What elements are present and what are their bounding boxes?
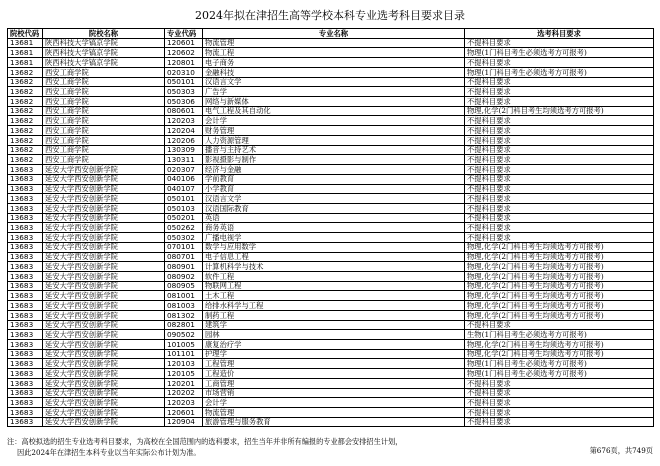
major-code-cell: 050302: [165, 233, 203, 243]
major-name-cell: 工程造价: [203, 369, 465, 379]
page-title: 2024年拟在津招生高等学校本科专业选考科目要求目录: [195, 9, 465, 22]
school-name-cell: 延安大学西安创新学院: [43, 301, 165, 311]
school-code-cell: 13683: [8, 349, 43, 359]
major-code-cell: 082801: [165, 320, 203, 330]
major-code-cell: 120203: [165, 398, 203, 408]
major-name-cell: 电气工程及其自动化: [203, 106, 465, 116]
table-body: [8, 38, 654, 427]
school-name-cell: 西安工商学院: [43, 87, 165, 97]
table-row: [8, 223, 654, 233]
header-school-code: 院校代码: [8, 29, 43, 39]
table-row: [8, 252, 654, 262]
major-name-cell: 市场营销: [203, 388, 465, 398]
school-name-cell: 延安大学西安创新学院: [43, 242, 165, 252]
table-row: [8, 203, 654, 213]
major-name-cell: 广播电视学: [203, 233, 465, 243]
school-name-cell: 延安大学西安创新学院: [43, 184, 165, 194]
table-row: [8, 349, 654, 359]
header-major-name: 专业名称: [203, 29, 465, 39]
school-name-cell: 延安大学西安创新学院: [43, 203, 165, 213]
subject-requirement-cell: 不提科目要求: [465, 398, 654, 408]
school-name-cell: 陕西科技大学镐京学院: [43, 58, 165, 68]
subject-requirement-cell: 物理,化学(2门科目考生均须选考方可报考): [465, 106, 654, 116]
subject-requirement-cell: 不提科目要求: [465, 233, 654, 243]
subject-requirement-cell: 不提科目要求: [465, 58, 654, 68]
school-code-cell: 13681: [8, 48, 43, 58]
major-code-cell: 120206: [165, 135, 203, 145]
major-code-cell: 120904: [165, 417, 203, 427]
major-name-cell: 电子信息工程: [203, 252, 465, 262]
major-code-cell: 050101: [165, 194, 203, 204]
major-code-cell: 050201: [165, 213, 203, 223]
table-row: [8, 340, 654, 350]
school-code-cell: 13682: [8, 126, 43, 136]
major-code-cell: 120602: [165, 48, 203, 58]
major-name-cell: 影视摄影与制作: [203, 155, 465, 165]
school-code-cell: 13683: [8, 359, 43, 369]
school-name-cell: 延安大学西安创新学院: [43, 213, 165, 223]
school-name-cell: 延安大学西安创新学院: [43, 174, 165, 184]
table-row: [8, 48, 654, 58]
school-name-cell: 延安大学西安创新学院: [43, 359, 165, 369]
subject-requirement-cell: 不提科目要求: [465, 203, 654, 213]
school-code-cell: 13682: [8, 97, 43, 107]
table-row: [8, 194, 654, 204]
school-code-cell: 13683: [8, 378, 43, 388]
major-name-cell: 金融科技: [203, 67, 465, 77]
school-code-cell: 13682: [8, 106, 43, 116]
table-row: [8, 417, 654, 427]
subject-requirement-cell: 不提科目要求: [465, 417, 654, 427]
major-name-cell: 物流管理: [203, 38, 465, 48]
school-code-cell: 13683: [8, 184, 43, 194]
school-name-cell: 西安工商学院: [43, 67, 165, 77]
subject-requirement-cell: 不提科目要求: [465, 126, 654, 136]
major-name-cell: 财务管理: [203, 126, 465, 136]
table-row: [8, 301, 654, 311]
school-code-cell: 13681: [8, 58, 43, 68]
major-code-cell: 101005: [165, 340, 203, 350]
major-name-cell: 软件工程: [203, 271, 465, 281]
subject-requirement-cell: 物理,化学(2门科目考生均须选考方可报考): [465, 281, 654, 291]
school-code-cell: 13683: [8, 388, 43, 398]
major-code-cell: 080901: [165, 262, 203, 272]
subject-requirement-cell: 物理,化学(2门科目考生均须选考方可报考): [465, 291, 654, 301]
school-name-cell: 延安大学西安创新学院: [43, 291, 165, 301]
major-code-cell: 020310: [165, 67, 203, 77]
school-code-cell: 13683: [8, 291, 43, 301]
major-name-cell: 土木工程: [203, 291, 465, 301]
school-name-cell: 延安大学西安创新学院: [43, 408, 165, 418]
table-header-row: [8, 29, 654, 39]
major-code-cell: 020307: [165, 165, 203, 175]
subject-requirement-cell: 物理,化学(2门科目考生均须选考方可报考): [465, 262, 654, 272]
table-row: [8, 165, 654, 175]
school-name-cell: 陕西科技大学镐京学院: [43, 48, 165, 58]
table-row: [8, 281, 654, 291]
table-row: [8, 126, 654, 136]
school-name-cell: 西安工商学院: [43, 116, 165, 126]
major-name-cell: 计算机科学与技术: [203, 262, 465, 272]
subject-requirement-cell: 不提科目要求: [465, 87, 654, 97]
major-name-cell: 物联网工程: [203, 281, 465, 291]
subject-requirement-cell: 物理(1门科目考生必须选考方可报考): [465, 67, 654, 77]
major-name-cell: 给排水科学与工程: [203, 301, 465, 311]
major-code-cell: 050306: [165, 97, 203, 107]
school-code-cell: 13683: [8, 340, 43, 350]
school-code-cell: 13683: [8, 174, 43, 184]
school-name-cell: 延安大学西安创新学院: [43, 369, 165, 379]
table-row: [8, 310, 654, 320]
major-name-cell: 护理学: [203, 349, 465, 359]
table-row: [8, 359, 654, 369]
school-name-cell: 延安大学西安创新学院: [43, 320, 165, 330]
table-row: [8, 262, 654, 272]
major-code-cell: 120105: [165, 369, 203, 379]
school-name-cell: 西安工商学院: [43, 135, 165, 145]
major-code-cell: 120103: [165, 359, 203, 369]
school-code-cell: 13683: [8, 262, 43, 272]
school-name-cell: 延安大学西安创新学院: [43, 252, 165, 262]
school-code-cell: 13683: [8, 310, 43, 320]
school-code-cell: 13683: [8, 330, 43, 340]
school-code-cell: 13683: [8, 242, 43, 252]
table-row: [8, 408, 654, 418]
major-name-cell: 小学教育: [203, 184, 465, 194]
school-code-cell: 13683: [8, 252, 43, 262]
school-code-cell: 13682: [8, 135, 43, 145]
subject-requirement-cell: 不提科目要求: [465, 174, 654, 184]
subject-requirement-cell: 物理,化学(2门科目考生均须选考方可报考): [465, 340, 654, 350]
major-name-cell: 工商管理: [203, 378, 465, 388]
school-code-cell: 13683: [8, 369, 43, 379]
subject-requirement-cell: 不提科目要求: [465, 194, 654, 204]
subject-requirement-cell: 物理(1门科目考生必须选考方可报考): [465, 369, 654, 379]
subject-requirement-cell: 物理(1门科目考生必须选考方可报考): [465, 359, 654, 369]
table-row: [8, 106, 654, 116]
subject-requirement-cell: 物理,化学(2门科目考生均须选考方可报考): [465, 252, 654, 262]
subject-requirement-cell: 物理,化学(2门科目考生均须选考方可报考): [465, 301, 654, 311]
table-row: [8, 291, 654, 301]
table-row: [8, 77, 654, 87]
major-code-cell: 040107: [165, 184, 203, 194]
subject-requirement-cell: 物理,化学(2门科目考生均须选考方可报考): [465, 271, 654, 281]
school-code-cell: 13683: [8, 194, 43, 204]
major-name-cell: 会计学: [203, 116, 465, 126]
major-name-cell: 工程管理: [203, 359, 465, 369]
major-code-cell: 120202: [165, 388, 203, 398]
subject-requirement-cell: 不提科目要求: [465, 378, 654, 388]
school-name-cell: 西安工商学院: [43, 126, 165, 136]
school-name-cell: 延安大学西安创新学院: [43, 349, 165, 359]
major-code-cell: 081003: [165, 301, 203, 311]
table-row: [8, 155, 654, 165]
school-code-cell: 13683: [8, 281, 43, 291]
subject-requirement-cell: 不提科目要求: [465, 38, 654, 48]
table-row: [8, 174, 654, 184]
school-name-cell: 延安大学西安创新学院: [43, 262, 165, 272]
table-row: [8, 388, 654, 398]
major-name-cell: 数学与应用数学: [203, 242, 465, 252]
school-code-cell: 13683: [8, 320, 43, 330]
page-number: 第676页，共749页: [589, 446, 653, 455]
school-code-cell: 13682: [8, 87, 43, 97]
school-code-cell: 13683: [8, 165, 43, 175]
school-name-cell: 延安大学西安创新学院: [43, 281, 165, 291]
major-name-cell: 会计学: [203, 398, 465, 408]
major-name-cell: 康复治疗学: [203, 340, 465, 350]
major-name-cell: 建筑学: [203, 320, 465, 330]
major-code-cell: 081001: [165, 291, 203, 301]
table-row: [8, 58, 654, 68]
major-code-cell: 050101: [165, 77, 203, 87]
school-name-cell: 西安工商学院: [43, 77, 165, 87]
table-row: [8, 135, 654, 145]
school-name-cell: 延安大学西安创新学院: [43, 398, 165, 408]
table-row: [8, 233, 654, 243]
table-row: [8, 67, 654, 77]
school-code-cell: 13682: [8, 77, 43, 87]
school-code-cell: 13683: [8, 301, 43, 311]
table-row: [8, 116, 654, 126]
school-name-cell: 西安工商学院: [43, 155, 165, 165]
major-name-cell: 经济与金融: [203, 165, 465, 175]
major-code-cell: 081302: [165, 310, 203, 320]
subject-requirement-cell: 不提科目要求: [465, 184, 654, 194]
school-code-cell: 13683: [8, 398, 43, 408]
subject-requirement-cell: 生物(1门科目考生必须选考方可报考): [465, 330, 654, 340]
major-code-cell: 050303: [165, 87, 203, 97]
major-code-cell: 080905: [165, 281, 203, 291]
header-school-name: 院校名称: [43, 29, 165, 39]
subject-requirement-cell: 不提科目要求: [465, 213, 654, 223]
school-code-cell: 13682: [8, 67, 43, 77]
major-code-cell: 080701: [165, 252, 203, 262]
school-name-cell: 延安大学西安创新学院: [43, 194, 165, 204]
school-name-cell: 西安工商学院: [43, 97, 165, 107]
major-code-cell: 120201: [165, 378, 203, 388]
table-row: [8, 213, 654, 223]
school-name-cell: 延安大学西安创新学院: [43, 388, 165, 398]
school-code-cell: 13682: [8, 116, 43, 126]
major-name-cell: 网络与新媒体: [203, 97, 465, 107]
subject-requirement-cell: 物理(1门科目考生必须选考方可报考): [465, 48, 654, 58]
school-code-cell: 13683: [8, 223, 43, 233]
major-code-cell: 130311: [165, 155, 203, 165]
major-name-cell: 电子商务: [203, 58, 465, 68]
table-row: [8, 369, 654, 379]
school-name-cell: 延安大学西安创新学院: [43, 417, 165, 427]
school-code-cell: 13683: [8, 213, 43, 223]
major-code-cell: 120204: [165, 126, 203, 136]
table-row: [8, 330, 654, 340]
major-code-cell: 080601: [165, 106, 203, 116]
subject-requirement-cell: 不提科目要求: [465, 320, 654, 330]
major-name-cell: 园林: [203, 330, 465, 340]
school-code-cell: 13681: [8, 38, 43, 48]
subject-requirement-cell: 不提科目要求: [465, 165, 654, 175]
major-name-cell: 旅游管理与服务教育: [203, 417, 465, 427]
school-name-cell: 陕西科技大学镐京学院: [43, 38, 165, 48]
major-name-cell: 人力资源管理: [203, 135, 465, 145]
major-name-cell: 物流工程: [203, 48, 465, 58]
school-code-cell: 13682: [8, 155, 43, 165]
table-row: [8, 398, 654, 408]
subject-requirement-cell: 不提科目要求: [465, 223, 654, 233]
table-row: [8, 242, 654, 252]
major-code-cell: 101101: [165, 349, 203, 359]
major-name-cell: 汉语言文学: [203, 77, 465, 87]
school-name-cell: 延安大学西安创新学院: [43, 223, 165, 233]
subject-requirement-cell: 不提科目要求: [465, 77, 654, 87]
school-code-cell: 13683: [8, 417, 43, 427]
subject-requirement-cell: 不提科目要求: [465, 116, 654, 126]
subject-requirement-cell: 不提科目要求: [465, 155, 654, 165]
major-code-cell: 050262: [165, 223, 203, 233]
header-major-code: 专业代码: [165, 29, 203, 39]
school-name-cell: 延安大学西安创新学院: [43, 165, 165, 175]
school-name-cell: 延安大学西安创新学院: [43, 233, 165, 243]
school-name-cell: 延安大学西安创新学院: [43, 340, 165, 350]
major-name-cell: 汉语国际教育: [203, 203, 465, 213]
major-name-cell: 英语: [203, 213, 465, 223]
major-name-cell: 商务英语: [203, 223, 465, 233]
major-name-cell: 物流管理: [203, 408, 465, 418]
table-row: [8, 320, 654, 330]
table-row: [8, 271, 654, 281]
table-row: [8, 378, 654, 388]
table-row: [8, 145, 654, 155]
school-name-cell: 西安工商学院: [43, 106, 165, 116]
table-row: [8, 87, 654, 97]
major-code-cell: 090502: [165, 330, 203, 340]
course-requirements-table: [7, 28, 654, 427]
footnote-line-2: 因此2024年在津招生本科专业以当年实际公布计划为准。: [17, 448, 201, 457]
footnote-line-1: 注：高校拟选的招生专业选考科目要求，为高校在全国范围内的选科要求，招生当年并非所有编报的专业都会安排招生计划，: [7, 437, 403, 446]
subject-requirement-cell: 不提科目要求: [465, 135, 654, 145]
school-code-cell: 13683: [8, 233, 43, 243]
major-code-cell: 070101: [165, 242, 203, 252]
major-code-cell: 040106: [165, 174, 203, 184]
school-code-cell: 13683: [8, 408, 43, 418]
major-code-cell: 130309: [165, 145, 203, 155]
school-code-cell: 13682: [8, 145, 43, 155]
table-row: [8, 38, 654, 48]
major-name-cell: 广告学: [203, 87, 465, 97]
school-code-cell: 13683: [8, 203, 43, 213]
major-code-cell: 080902: [165, 271, 203, 281]
major-code-cell: 120601: [165, 408, 203, 418]
school-name-cell: 延安大学西安创新学院: [43, 271, 165, 281]
school-name-cell: 延安大学西安创新学院: [43, 378, 165, 388]
major-code-cell: 120601: [165, 38, 203, 48]
subject-requirement-cell: 物理,化学(2门科目考生均须选考方可报考): [465, 242, 654, 252]
major-name-cell: 学前教育: [203, 174, 465, 184]
subject-requirement-cell: 物理,化学(2门科目考生均须选考方可报考): [465, 349, 654, 359]
major-code-cell: 050103: [165, 203, 203, 213]
major-code-cell: 120801: [165, 58, 203, 68]
subject-requirement-cell: 物理,化学(2门科目考生均须选考方可报考): [465, 310, 654, 320]
major-code-cell: 120203: [165, 116, 203, 126]
school-name-cell: 西安工商学院: [43, 145, 165, 155]
table-row: [8, 184, 654, 194]
subject-requirement-cell: 不提科目要求: [465, 97, 654, 107]
header-subject-requirement: 选考科目要求: [465, 29, 654, 39]
major-name-cell: 汉语言文学: [203, 194, 465, 204]
major-name-cell: 播音与主持艺术: [203, 145, 465, 155]
subject-requirement-cell: 不提科目要求: [465, 388, 654, 398]
footnote: [7, 436, 567, 458]
subject-requirement-cell: 不提科目要求: [465, 145, 654, 155]
school-name-cell: 延安大学西安创新学院: [43, 310, 165, 320]
school-name-cell: 延安大学西安创新学院: [43, 330, 165, 340]
school-code-cell: 13683: [8, 271, 43, 281]
subject-requirement-cell: 不提科目要求: [465, 408, 654, 418]
major-name-cell: 制药工程: [203, 310, 465, 320]
table-row: [8, 97, 654, 107]
